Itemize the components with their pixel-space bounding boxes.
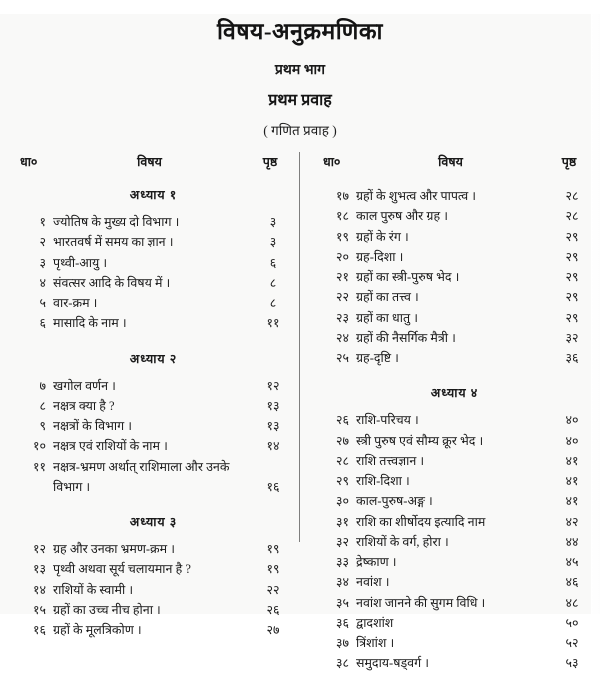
toc-entry-number: २७ — [335, 433, 349, 448]
toc-entry-subject: द्रेष्काण । — [356, 555, 397, 569]
toc-entry-subject: नवांश । — [356, 575, 390, 590]
header-page: पृष्ठ — [561, 155, 577, 169]
toc-entry-subject: पृथ्वी-आयु । — [53, 255, 108, 270]
toc-entry[interactable] — [20, 396, 287, 416]
toc-entry-page: ६ — [269, 255, 277, 270]
toc-entry-number: ३७ — [335, 636, 349, 650]
toc-entry[interactable] — [20, 212, 287, 232]
toc-entry-page: ४८ — [565, 595, 579, 610]
toc-entry[interactable] — [323, 227, 586, 247]
toc-entry-subject: ग्रह-दृष्टि । — [356, 351, 399, 365]
column-header-left — [20, 153, 287, 170]
toc-entry[interactable] — [323, 247, 586, 267]
toc-right-body — [323, 176, 586, 674]
chapter-heading: अध्याय ४ — [430, 386, 479, 401]
toc-entry-number: १८ — [335, 209, 349, 224]
toc-entry-number: २४ — [335, 330, 349, 345]
toc-entry[interactable] — [323, 328, 586, 348]
toc-entry[interactable] — [20, 620, 287, 640]
toc-entry-page: २६ — [266, 602, 280, 617]
toc-entry-page: २७ — [266, 623, 280, 637]
toc-entry[interactable] — [323, 552, 586, 572]
chapter-heading: अध्याय १ — [129, 188, 178, 202]
toc-entry-page: ५३ — [565, 656, 579, 671]
section-spacer — [323, 176, 586, 186]
stream-heading: प्रथम प्रवाह — [268, 92, 332, 109]
toc-entry-number: ३३ — [335, 555, 349, 569]
toc-entry-number: ३६ — [335, 615, 349, 630]
toc-entry-page: ८ — [269, 275, 277, 290]
toc-entry-number: ३८ — [335, 656, 349, 671]
toc-entry-number: ९ — [39, 419, 46, 433]
toc-entry-subject: काल पुरुष और ग्रह । — [356, 209, 448, 224]
stream-subheading: ( गणित प्रवाह ) — [263, 123, 337, 138]
toc-entry-subject: ग्रहों की नैसर्गिक मैत्री । — [356, 330, 456, 345]
toc-entry-page: ३ — [269, 235, 277, 250]
toc-entry-subject: नवांश जानने की सुगम विधि । — [356, 595, 486, 610]
toc-entry-page: ५० — [565, 615, 579, 630]
toc-left-column — [20, 153, 303, 674]
toc-entry-number: ३ — [39, 255, 46, 270]
toc-entry-page: ४२ — [565, 514, 579, 529]
toc-entry-subject: नक्षत्र एवं राशियों के नाम । — [53, 439, 168, 454]
toc-entry[interactable] — [20, 457, 287, 498]
toc-entry-number: २६ — [335, 413, 349, 428]
toc-entry-number: १५ — [32, 602, 46, 617]
toc-entry-page: ४१ — [565, 474, 579, 488]
toc-entry-subject: राशियों के स्वामी । — [53, 582, 134, 597]
toc-entry-subject: ग्रह और उनका भ्रमण-क्रम । — [53, 542, 175, 556]
toc-entry-page: २९ — [565, 249, 579, 264]
toc-entry-subject: नक्षत्रों के विभाग । — [53, 419, 133, 433]
toc-entry-page: ४४ — [565, 534, 579, 549]
toc-entry[interactable] — [323, 471, 586, 491]
toc-entry-page: २९ — [565, 229, 579, 244]
toc-entry[interactable] — [20, 539, 287, 559]
toc-entry-page: २८ — [565, 209, 579, 224]
toc-entry[interactable] — [20, 313, 287, 333]
toc-columns — [0, 153, 600, 674]
toc-entry-number: २८ — [335, 453, 349, 468]
toc-entry[interactable] — [323, 613, 586, 633]
toc-entry-number: १ — [39, 215, 46, 229]
toc-entry-subject: ग्रहों का स्त्री-पुरुष भेद । — [356, 270, 460, 284]
toc-entry[interactable] — [323, 431, 586, 451]
toc-entry[interactable] — [323, 186, 586, 206]
toc-entry[interactable] — [20, 436, 287, 456]
toc-entry-number: १३ — [32, 562, 46, 577]
toc-entry-subject: ग्रहों के मूलत्रिकोण । — [53, 623, 142, 637]
toc-entry-number: १९ — [335, 229, 349, 244]
toc-entry-subject: मासादि के नाम । — [53, 316, 127, 331]
toc-entry[interactable] — [20, 253, 287, 273]
toc-entry-page: ४६ — [565, 575, 579, 590]
toc-entry-page: ३ — [269, 215, 277, 229]
toc-entry-page: १२ — [266, 378, 280, 393]
toc-entry[interactable] — [323, 308, 586, 328]
toc-entry-number: ३० — [335, 494, 349, 509]
toc-entry-page: ११ — [266, 316, 280, 331]
toc-entry-number: ३५ — [335, 595, 349, 610]
toc-entry[interactable] — [20, 600, 287, 620]
toc-entry[interactable] — [20, 559, 287, 579]
toc-entry[interactable] — [20, 273, 287, 293]
toc-entry-subject: भारतवर्ष में समय का ज्ञान । — [53, 235, 174, 250]
toc-entry-subject: राशियों के वर्ग, होरा । — [356, 534, 449, 549]
toc-entry-number: ६ — [39, 316, 46, 331]
toc-entry-subject: नक्षत्र क्या है ? — [53, 398, 115, 413]
toc-entry-number: ११ — [32, 459, 46, 474]
header-number: धा० — [323, 155, 341, 169]
toc-entry-subject: पृथ्वी अथवा सूर्य चलायमान है ? — [53, 562, 191, 577]
toc-entry-subject: राशि तत्त्वज्ञान । — [356, 453, 425, 468]
toc-entry[interactable] — [323, 572, 586, 592]
toc-entry-subject: स्त्री पुरुष एवं सौम्य क्रूर भेद । — [356, 433, 484, 448]
toc-entry[interactable] — [323, 451, 586, 471]
header-subject: विषय — [438, 155, 463, 169]
toc-entry-page: १६ — [266, 479, 280, 494]
toc-entry-page: २८ — [565, 189, 579, 203]
toc-entry-page: ३६ — [565, 351, 579, 365]
toc-entry-number: २५ — [335, 351, 349, 365]
toc-entry-page: ४५ — [565, 555, 579, 569]
toc-entry[interactable] — [323, 633, 586, 653]
toc-entry-page: ४१ — [565, 453, 579, 468]
toc-entry[interactable] — [20, 293, 287, 313]
toc-entry-subject: काल-पुरुष-अङ्ग । — [356, 494, 433, 509]
toc-entry-subject: ग्रह-दिशा । — [356, 249, 404, 264]
toc-entry-page: २९ — [565, 310, 579, 325]
toc-entry-subject: राशि का शीर्षोदय इत्यादि नाम — [356, 514, 486, 529]
toc-entry-subject: समुदाय-षड्वर्ग । — [356, 656, 429, 671]
toc-entry-page: १९ — [266, 562, 280, 577]
header-subject: विषय — [137, 155, 162, 169]
toc-entry-subject: ग्रहों का धातु । — [356, 310, 418, 325]
toc-entry-page: ४० — [565, 433, 579, 448]
toc-entry[interactable] — [323, 348, 586, 368]
toc-entry-subject: खगोल वर्णन । — [53, 378, 116, 393]
toc-entry-subject: ज्योतिष के मुख्य दो विभाग । — [53, 215, 180, 229]
chapter-heading: अध्याय २ — [129, 351, 178, 366]
toc-entry-number: ७ — [39, 378, 46, 393]
toc-entry-number: ३२ — [335, 534, 349, 549]
header-number: धा० — [20, 155, 38, 169]
toc-entry-subject: राशि-दिशा । — [356, 474, 410, 488]
chapter-heading: अध्याय ३ — [129, 515, 178, 529]
toc-entry-number: २३ — [335, 310, 349, 325]
toc-entry-page: ५२ — [565, 636, 579, 650]
toc-entry-page: २९ — [565, 290, 579, 305]
toc-entry[interactable] — [20, 580, 287, 600]
toc-entry-number: १७ — [335, 189, 349, 203]
toc-entry-subject: वार-क्रम । — [53, 296, 98, 310]
scanned-page — [0, 14, 600, 671]
toc-entry-subject: द्वादशांश — [356, 615, 394, 630]
toc-entry-number: ३१ — [335, 514, 349, 529]
toc-entry[interactable] — [323, 512, 586, 532]
toc-entry-page: ४१ — [565, 494, 579, 509]
toc-entry-subject: ग्रहों के रंग । — [356, 229, 409, 244]
toc-entry[interactable] — [323, 267, 586, 287]
toc-entry-page: ८ — [269, 296, 277, 310]
toc-entry[interactable] — [20, 376, 287, 396]
toc-entry-number: १४ — [32, 582, 46, 597]
toc-entry-subject: राशि-परिचय । — [356, 413, 419, 428]
toc-entry-page: २९ — [565, 270, 579, 284]
toc-entry[interactable] — [323, 287, 586, 307]
toc-entry[interactable] — [323, 410, 586, 430]
toc-entry-subject: त्रिंशांश । — [356, 636, 395, 650]
header-page: पृष्ठ — [262, 155, 278, 169]
toc-entry[interactable] — [323, 653, 586, 673]
column-header-right — [323, 153, 586, 170]
toc-entry-number: ४ — [39, 275, 46, 290]
toc-entry[interactable] — [20, 232, 287, 252]
toc-entry-page: १३ — [266, 398, 280, 413]
toc-entry-number: ३४ — [335, 575, 349, 590]
toc-entry-page: ३२ — [565, 330, 579, 345]
toc-entry-number: २९ — [335, 474, 349, 488]
toc-entry-subject: संवत्सर आदि के विषय में । — [53, 275, 171, 290]
toc-entry-number: १२ — [32, 542, 46, 556]
toc-entry[interactable] — [323, 491, 586, 511]
toc-entry-number: ८ — [39, 398, 46, 413]
toc-entry-subject: ग्रहों के शुभत्व और पापत्व । — [356, 189, 477, 203]
toc-entry[interactable] — [20, 416, 287, 436]
toc-entry[interactable] — [323, 532, 586, 552]
toc-entry-subject: ग्रहों का उच्च नीच होना । — [53, 602, 161, 617]
toc-right-column — [303, 153, 586, 674]
toc-entry-number: १६ — [32, 623, 46, 637]
toc-entry-page: २२ — [266, 582, 280, 597]
toc-entry-subject: ग्रहों का तत्त्व । — [356, 290, 419, 305]
toc-entry-page: ४० — [565, 413, 579, 428]
page-title: विषय-अनुक्रमणिका — [216, 19, 383, 44]
part-heading: प्रथम भाग — [274, 63, 326, 78]
toc-entry-number: २२ — [335, 290, 349, 305]
toc-entry[interactable] — [323, 206, 586, 226]
toc-entry-number: २ — [39, 235, 46, 250]
toc-entry-page: १३ — [266, 419, 280, 433]
toc-entry-subject: नक्षत्र-भ्रमण अर्थात् राशिमाला और उनके विभाग । — [53, 459, 230, 494]
toc-entry-page: १९ — [266, 542, 280, 556]
toc-entry-number: १० — [32, 439, 46, 454]
toc-entry-number: ५ — [39, 296, 46, 310]
toc-entry[interactable] — [323, 593, 586, 613]
toc-entry-page: १४ — [266, 439, 280, 454]
toc-entry-number: २० — [335, 249, 349, 264]
toc-left-body — [20, 186, 287, 640]
toc-entry-number: २१ — [335, 270, 349, 284]
